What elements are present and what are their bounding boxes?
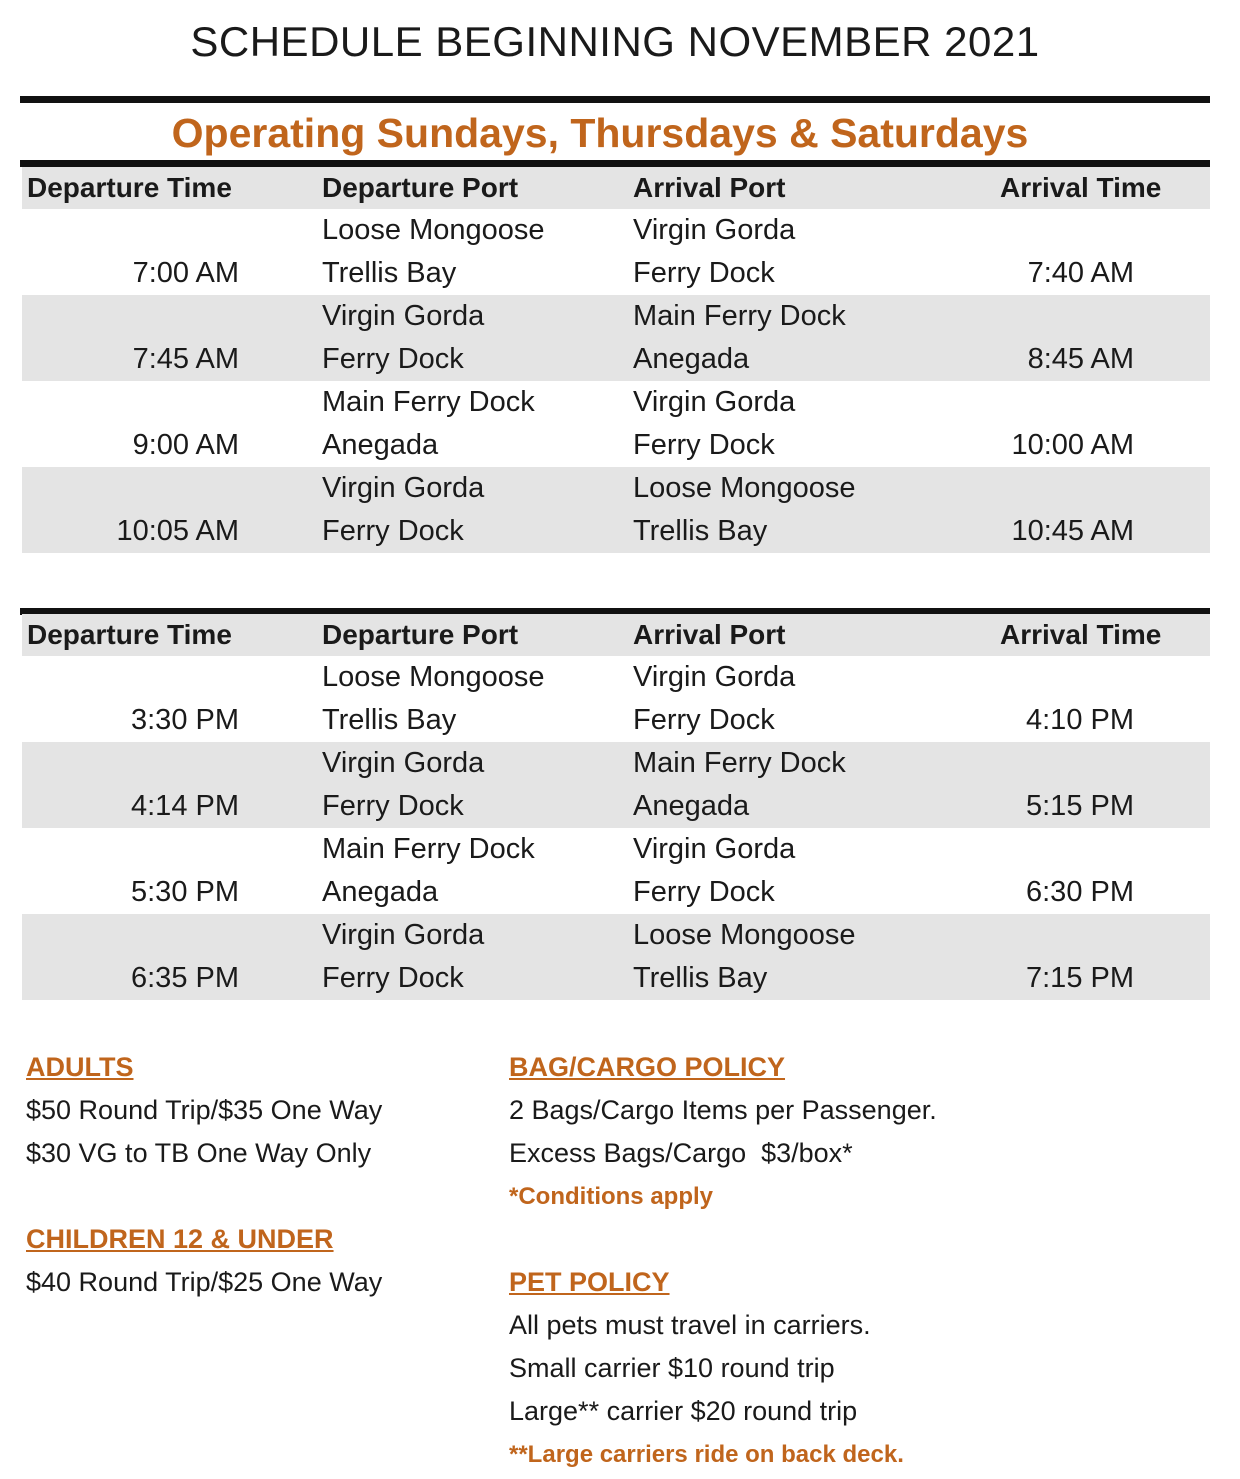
arrival-port: Main Ferry Dock Anegada [633, 300, 846, 375]
table-header [22, 614, 1210, 656]
arrival-time: 10:00 AM [1011, 429, 1134, 461]
pet-policy-line: Large** carrier $20 round trip [509, 1396, 858, 1426]
arrival-time: 10:45 AM [1011, 515, 1134, 547]
departure-time: 6:35 PM [131, 962, 239, 994]
adults-fare-line: $50 Round Trip/$35 One Way [26, 1095, 383, 1125]
pet-policy-line: Small carrier $10 round trip [509, 1353, 835, 1383]
header-arrival-port: Arrival Port [633, 172, 786, 203]
arrival-port: Loose Mongoose Trellis Bay [633, 472, 856, 547]
header-departure-port: Departure Port [322, 172, 519, 203]
table-row [22, 295, 1210, 381]
departure-port: Loose Mongoose Trellis Bay [322, 214, 545, 289]
departure-time: 3:30 PM [131, 704, 239, 736]
departure-time: 5:30 PM [131, 876, 239, 908]
arrival-port: Virgin Gorda Ferry Dock [633, 833, 796, 908]
arrival-port: Loose Mongoose Trellis Bay [633, 919, 856, 994]
arrival-time: 5:15 PM [1026, 790, 1134, 822]
bag-policy-heading: BAG/CARGO POLICY [509, 1052, 786, 1082]
arrival-time: 7:40 AM [1027, 257, 1134, 289]
arrival-time: 6:30 PM [1026, 876, 1134, 908]
departure-port: Main Ferry Dock Anegada [322, 833, 535, 908]
arrival-port: Virgin Gorda Ferry Dock [633, 214, 796, 289]
table-header [22, 167, 1210, 209]
departure-port: Loose Mongoose Trellis Bay [322, 661, 545, 736]
top-rule [20, 96, 1210, 103]
table-row [22, 914, 1210, 1000]
departure-time: 7:45 AM [132, 343, 239, 375]
departure-port: Virgin Gorda Ferry Dock [322, 919, 485, 994]
departure-port: Virgin Gorda Ferry Dock [322, 472, 485, 547]
departure-port: Virgin Gorda Ferry Dock [322, 300, 485, 375]
departure-time: 9:00 AM [132, 429, 239, 461]
bag-policy-line: Excess Bags/Cargo $3/box* [509, 1138, 853, 1168]
table-row [22, 828, 1210, 914]
table-row [22, 656, 1210, 742]
header-arrival-port: Arrival Port [633, 619, 786, 650]
fares-section [26, 1046, 382, 1304]
children-heading: CHILDREN 12 & UNDER [26, 1224, 334, 1254]
departure-time: 4:14 PM [131, 790, 239, 822]
pet-policy-section [509, 1261, 904, 1476]
header-arrival-time: Arrival Time [1000, 172, 1162, 203]
arrival-port: Main Ferry Dock Anegada [633, 747, 846, 822]
arrival-time: 7:15 PM [1026, 962, 1134, 994]
children-fare-line: $40 Round Trip/$25 One Way [26, 1267, 383, 1297]
operating-days-subtitle: Operating Sundays, Thursdays & Saturdays [171, 110, 1029, 156]
afternoon-schedule-table [22, 614, 1210, 1000]
table-row [22, 209, 1210, 295]
arrival-time: 8:45 AM [1027, 343, 1134, 375]
departure-port: Virgin Gorda Ferry Dock [322, 747, 485, 822]
bag-policy-note: *Conditions apply [509, 1183, 713, 1210]
header-departure-port: Departure Port [322, 619, 519, 650]
arrival-time: 4:10 PM [1026, 704, 1134, 736]
departure-time: 10:05 AM [116, 515, 239, 547]
header-departure-time: Departure Time [27, 619, 232, 650]
bag-policy-line: 2 Bags/Cargo Items per Passenger. [509, 1095, 937, 1125]
page-title: SCHEDULE BEGINNING NOVEMBER 2021 [190, 18, 1040, 65]
table-row [22, 467, 1210, 553]
subtitle-rule [20, 160, 1210, 167]
bag-policy-section [509, 1046, 937, 1218]
adults-fare-line: $30 VG to TB One Way Only [26, 1138, 372, 1168]
table-row [22, 742, 1210, 828]
pet-policy-line: All pets must travel in carriers. [509, 1310, 871, 1340]
departure-port: Main Ferry Dock Anegada [322, 386, 535, 461]
departure-time: 7:00 AM [132, 257, 239, 289]
header-arrival-time: Arrival Time [1000, 619, 1162, 650]
arrival-port: Virgin Gorda Ferry Dock [633, 386, 796, 461]
pet-policy-note: **Large carriers ride on back deck. [509, 1441, 904, 1468]
arrival-port: Virgin Gorda Ferry Dock [633, 661, 796, 736]
morning-schedule-table [22, 167, 1210, 553]
header-departure-time: Departure Time [27, 172, 232, 203]
adults-heading: ADULTS [26, 1052, 134, 1082]
pet-policy-heading: PET POLICY [509, 1267, 670, 1297]
table-row [22, 381, 1210, 467]
